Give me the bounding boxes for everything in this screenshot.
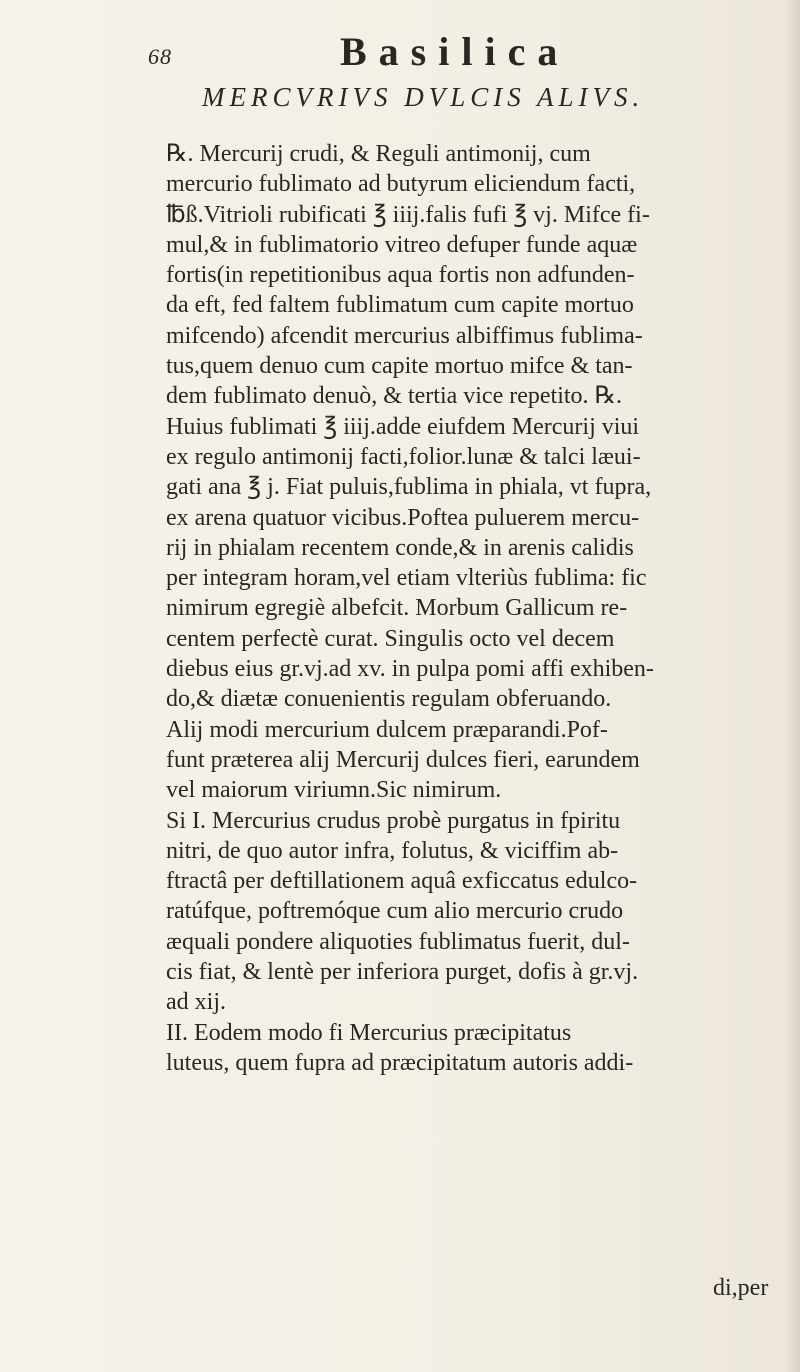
catchword: di,per: [713, 1275, 769, 1301]
text-line: ratúfque, poftremóque cum alio mercurio crudo: [166, 898, 624, 925]
text-line: da eft, fed faltem fublimatum cum capite mortuo: [166, 292, 634, 319]
text-line: luteus, quem fupra ad præcipitatum autoris addi-: [166, 1049, 634, 1076]
text-line: centem perfectè curat. Singulis octo vel decem: [166, 625, 615, 652]
text-line: do,& diætæ conuenientis regulam obferuando.: [166, 686, 612, 713]
text-line: dem fublimato denuò, & tertia vice repetito. ℞.: [166, 383, 623, 410]
page-edge-shadow: [786, 0, 800, 1372]
text-line: Huius fublimati ℥ iiij.adde eiufdem Mercurij viui: [166, 413, 640, 440]
body-text: [166, 139, 782, 1078]
text-line: Si I. Mercurius crudus probè purgatus in fpiritu: [166, 807, 621, 834]
text-line: mul,& in fublimatorio vitreo defuper funde aquæ: [166, 231, 638, 258]
page-number: 68: [148, 44, 172, 69]
text-line: ℞. Mercurij crudi, & Reguli antimonij, cum: [166, 141, 591, 167]
paragraph-recipe: [166, 139, 782, 715]
text-line: II. Eodem modo fi Mercurius præcipitatus: [166, 1019, 572, 1046]
text-line: ftractâ per deftillationem aquâ exficcatus edulco-: [166, 868, 638, 895]
text-line: mifcendo) afcendit mercurius albiffimus fublima-: [166, 322, 643, 349]
text-line: mercurio fublimato ad butyrum eliciendum facti,: [166, 171, 636, 198]
text-line: ℔ß.Vitrioli rubificati ℥ iiij.falis fufi ℥ vj. Mifce fi-: [166, 201, 650, 228]
paragraph-method-one: [166, 806, 782, 1018]
section-title: MERCVRIVS DVLCIS ALIVS.: [202, 82, 645, 112]
paragraph-other-methods: [166, 715, 782, 806]
text-line: Alij modi mercurium dulcem præparandi.Pof-: [166, 716, 608, 743]
running-head: Basilica: [340, 29, 570, 74]
text-line: nitri, de quo autor infra, folutus, & viciffim ab-: [166, 837, 619, 864]
text-line: nimirum egregiè albefcit. Morbum Gallicum re-: [166, 595, 628, 622]
text-line: diebus eius gr.vj.ad xv. in pulpa pomi affi exhiben-: [166, 656, 654, 683]
text-line: rij in phialam recentem conde,& in arenis calidis: [166, 534, 634, 561]
text-line: ex arena quatuor vicibus.Poftea puluerem mercu-: [166, 504, 640, 531]
text-line: vel maiorum viriumn.Sic nimirum.: [166, 777, 502, 804]
text-line: ex regulo antimonij facti,folior.lunæ & talci læui-: [166, 443, 641, 470]
text-line: fortis(in repetitionibus aqua fortis non adfunden-: [166, 262, 635, 289]
text-line: per integram horam,vel etiam vlteriùs fublima: fic: [166, 565, 647, 592]
text-line: tus,quem denuo cum capite mortuo mifce & tan-: [166, 353, 633, 380]
text-line: ad xij.: [166, 989, 226, 1016]
text-line: funt præterea alij Mercurij dulces fieri, earundem: [166, 746, 640, 773]
paragraph-method-two: [166, 1018, 782, 1079]
text-line: cis fiat, & lentè per inferiora purget, dofis à gr.vj.: [166, 959, 639, 986]
text-line: æquali pondere aliquoties fublimatus fuerit, dul-: [166, 928, 630, 955]
text-line: gati ana ℥ j. Fiat puluis,fublima in phiala, vt fupra,: [166, 474, 652, 501]
